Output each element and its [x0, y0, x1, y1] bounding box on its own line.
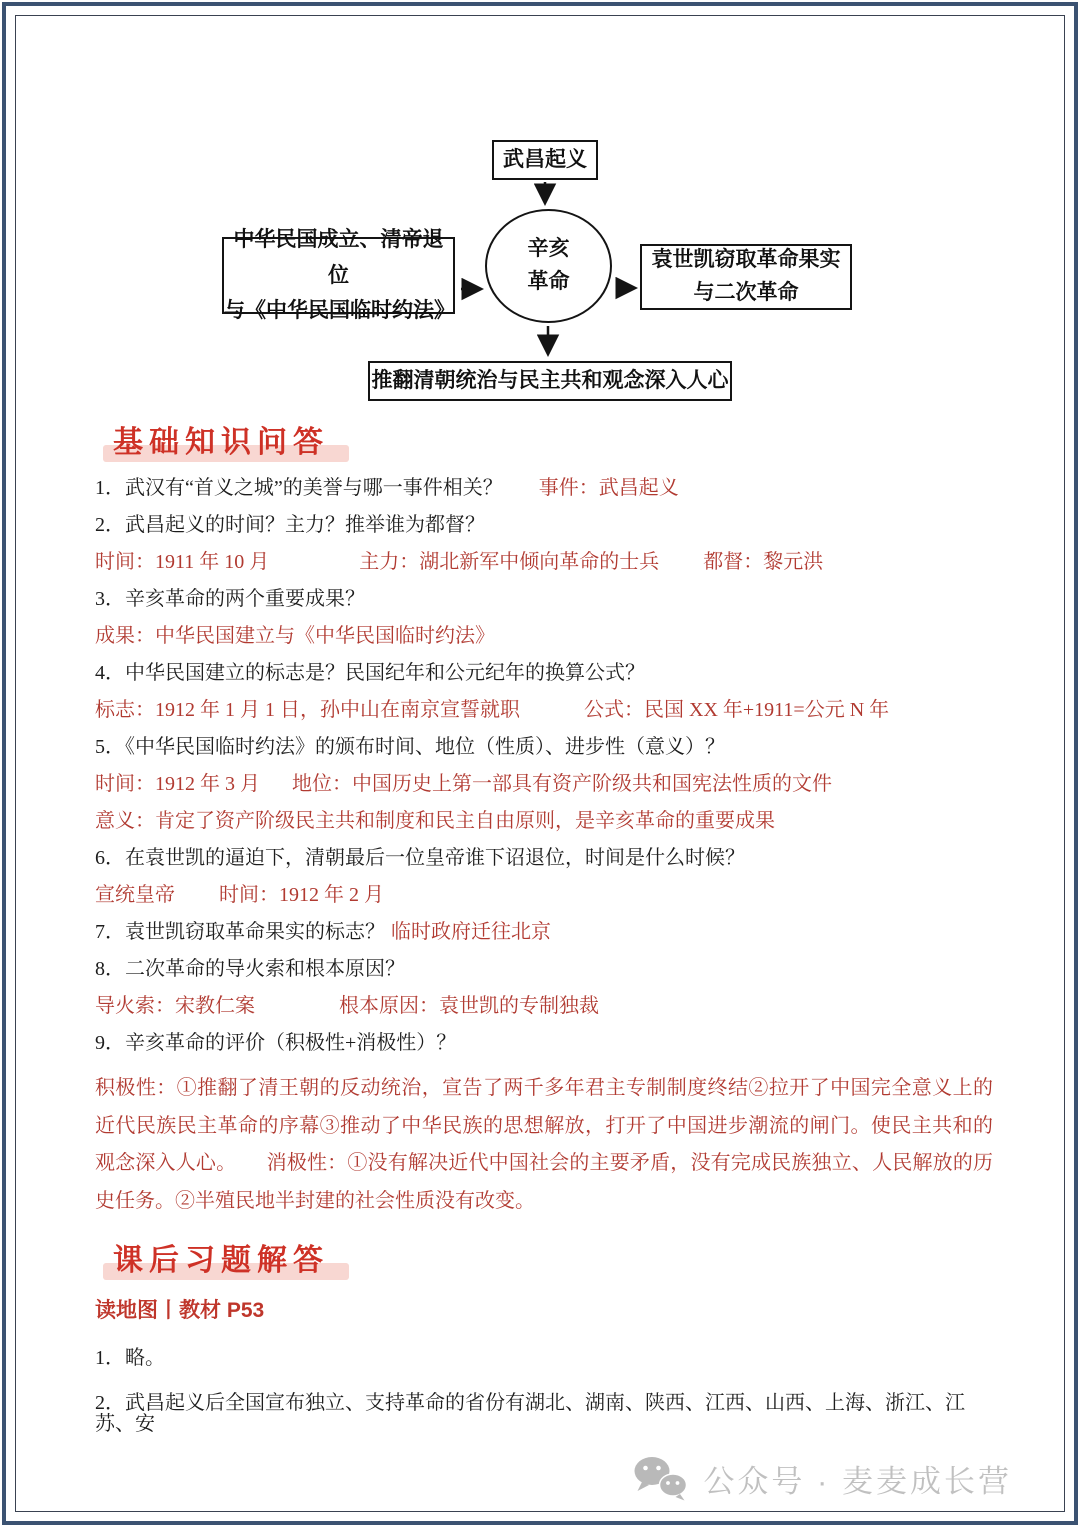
homework-sublabel: 读地图丨教材 P53: [95, 1299, 265, 1322]
diagram-node-label: 革命: [527, 270, 570, 293]
basics-heading-row: [95, 424, 993, 462]
content-area: [95, 424, 993, 1459]
concept-map-diagram: [0, 133, 1080, 413]
basics-section-heading: [113, 424, 329, 462]
question-text: 3．辛亥革命的两个重要成果？: [95, 588, 365, 610]
question-text: 5．《中华民国临时约法》的颁布时间、地位（性质）、进步性（意义）？: [95, 736, 725, 758]
question-text: 9．辛亥革命的评价（积极性+消极性）？: [95, 1032, 457, 1054]
diagram-node-republic-founding: [222, 227, 455, 323]
answer-text: 都督：黎元洪: [703, 551, 824, 573]
answer-text: 公式：民国 XX 年+1911=公元 N 年: [584, 699, 890, 721]
qa-line: [95, 885, 993, 906]
qa-line: [95, 626, 993, 647]
diagram-node-label: 与《中华民国临时约法》: [224, 299, 455, 323]
watermark-text: 公众号 · 麦麦成长营: [703, 1463, 1012, 1499]
diagram-node-label: 与二次革命: [693, 281, 799, 304]
answer-text: 时间：1912 年 2 月: [219, 884, 384, 906]
diagram-node-wuchang-uprising: [492, 140, 598, 180]
answer-text: 事件：武昌起义: [538, 477, 679, 499]
answer-text: 成果：中华民国建立与《中华民国临时约法》: [95, 625, 495, 647]
question-text: 1．武汉有“首义之城”的美誉与哪一事件相关？: [95, 477, 503, 499]
answer-text: 积极性：①推翻了清王朝的反动统治，宣告了两千多年君主专制制度终结②拉开了中国完全意义上的近代民族民主革命的序幕③推动了中华民族的思想解放，打开了中国进步潮流的闸门。使民主共和的观念深入人心。 消极性：①没有解决近代中国社会的主要矛盾，没有完成民族独立、人民解放的历史任务。②半殖民地半封建的社会性质没有改变。: [95, 1077, 993, 1212]
answer-text: 主力：湖北新军中倾向革命的士兵: [359, 551, 660, 573]
diagram-node-label: 中华民国成立、清帝退位: [233, 227, 444, 287]
homework-heading-text: 课后习题解答: [113, 1244, 329, 1277]
answer-text: 时间：1911 年 10 月: [95, 551, 270, 573]
answer-text: 地位：中国历史上第一部具有资产阶级共和国宪法性质的文件: [292, 773, 832, 795]
homework-item: 1．略。: [95, 1347, 165, 1369]
qa-line: [95, 515, 993, 536]
answer-text: 时间：1912 年 3 月: [95, 773, 260, 795]
watermark: [631, 1455, 1012, 1501]
qa-line: [95, 700, 993, 721]
diagram-node-label: 袁世凯窃取革命果实: [651, 248, 841, 272]
qa-line: [95, 774, 993, 795]
qa-line: [95, 737, 993, 758]
qa-line: [95, 589, 993, 610]
question-text: 8．二次革命的导火索和根本原因？: [95, 958, 405, 980]
qa-line: [95, 922, 993, 943]
qa-line: [95, 959, 993, 980]
qa-line: [95, 996, 993, 1017]
answer-text: 标志：1912 年 1 月 1 日，孙中山在南京宣誓就职: [95, 699, 520, 721]
diagram-node-yuan-shikai: [640, 244, 852, 310]
question-text: 2．武昌起义的时间？主力？推举谁为都督？: [95, 514, 485, 536]
diagram-node-overthrow-qing: [368, 361, 732, 401]
qa-line: [95, 848, 993, 869]
qa-line: [95, 663, 993, 684]
diagram-node-label: 武昌起义: [503, 148, 587, 172]
diagram-node-xinhai-revolution: [485, 209, 612, 323]
qa-line: [95, 1033, 993, 1054]
homework-item: 2．武昌起义后全国宣布独立、支持革命的省份有湖北、湖南、陕西、江西、山西、上海、浙江、江苏、安: [95, 1392, 965, 1435]
question-text: 7．袁世凯窃取革命果实的标志？: [95, 921, 385, 943]
diagram-node-label: 推翻清朝统治与民主共和观念深入人心: [371, 369, 729, 393]
qa-list: [95, 478, 993, 1220]
question-text: 6．在袁世凯的逼迫下，清朝最后一位皇帝谁下诏退位，时间是什么时候？: [95, 847, 745, 869]
homework-heading-row: [95, 1242, 993, 1280]
wechat-icon: [631, 1455, 689, 1501]
qa-line: [95, 478, 993, 499]
answer-text: 宣统皇帝: [95, 884, 175, 906]
answer-text: 导火索：宋教仁案: [95, 995, 255, 1017]
qa-line: [95, 811, 993, 832]
basics-heading-text: 基础知识问答: [113, 426, 329, 459]
question-text: 4．中华民国建立的标志是？民国纪年和公元纪年的换算公式？: [95, 662, 645, 684]
homework-section-heading: [113, 1242, 329, 1280]
answer-text: 根本原因：袁世凯的专制独裁: [339, 995, 599, 1017]
answer-text: 意义：肯定了资产阶级民主共和制度和民主自由原则，是辛亥革命的重要成果: [95, 810, 775, 832]
qa-line: [95, 552, 993, 573]
diagram-node-label: 辛亥: [527, 237, 570, 261]
qa-line: [95, 1070, 993, 1220]
answer-text: 临时政府迁往北京: [391, 921, 551, 943]
homework-list: [95, 1348, 993, 1435]
